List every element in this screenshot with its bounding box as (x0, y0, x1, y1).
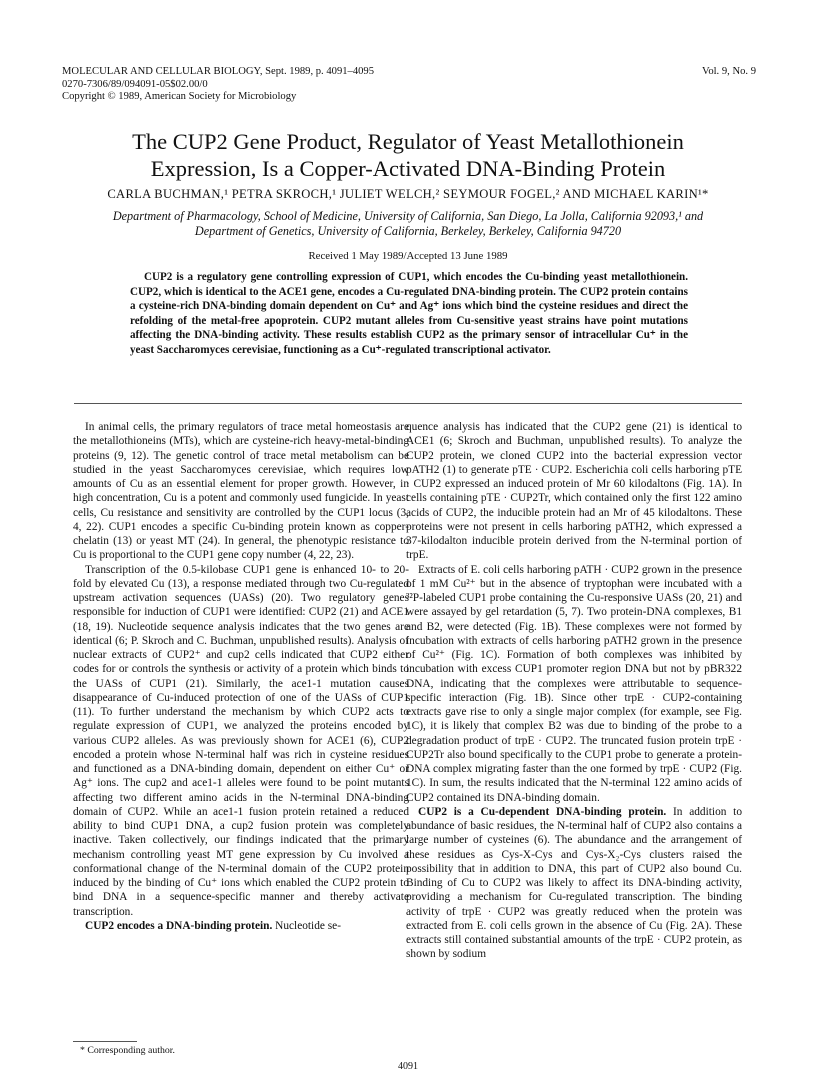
journal-header (62, 66, 374, 104)
left-column (73, 420, 409, 933)
paragraph: Extracts of E. coli cells harboring pATH · CUP2 grown in the presence of 1 mM Cu²⁺ but in the absence of tryptophan were incubated with a ³²P-labeled CUP1 probe containing the Cu-responsive UASs (20, 21) and were assayed by gel retardation (5, 7). Two protein-DNA complexes, B1 and B2, were detected (Fig. 1B). These complexes were not formed by incubation with extracts of cells harboring pATH2 grown in the presence of Cu²⁺ (Fig. 1C). Formation of both complexes was inhibited by incubation with excess CUP1 promoter region DNA but not by pBR322 DNA, indicating that the complexes were attributable to sequence-specific interaction (Fig. 1B). Since other trpE · CUP2-containing extracts gave rise to only a single major complex (for example, see Fig. 1C), it is likely that complex B2 was due to binding of the probe to a degradation product of trpE · CUP2. The truncated fusion protein trpE · CUP2Tr also bound specifically to the CUP1 probe to generate a protein-DNA complex migrating faster than the one formed by trpE · CUP2 (Fig. 1C). In sum, the results indicated that the N-terminal 122 amino acids of CUP2 contained its DNA-binding domain. (406, 563, 742, 804)
page-number: 4091 (398, 1061, 418, 1072)
right-column (406, 420, 742, 962)
paragraph-text: Nucleotide se- (275, 919, 341, 932)
footnote: * Corresponding author. (80, 1045, 175, 1056)
section-heading: CUP2 encodes a DNA-binding protein. (85, 919, 273, 932)
paragraph: In animal cells, the primary regulators of trace metal homeostasis are the metallothioneins (MTs), which are cysteine-rich heavy-metal-binding proteins (9, 12). The genetic control of trace metal metabolism can be studied in the yeast Saccharomyces cerevisiae, which requires low amounts of Cu as an essential element for proper growth. However, in high concentration, Cu is a potent and commonly used fungicide. In yeast cells, Cu resistance and sensitivity are controlled by the CUP1 locus (3, 4, 22). CUP1 encodes a specific Cu-binding protein known as copper-chelatin (13) or yeast MT (24). In general, the phenotypic resistance to Cu is proportional to the CUP1 gene copy number (4, 22, 23). (73, 421, 409, 562)
paragraph: quence analysis has indicated that the CUP2 gene (21) is identical to ACE1 (6; Skroch and Buchman, unpublished results). To analyze the CUP2 protein, we cloned CUP2 into the bacterial expression vector pATH2 (1) to generate pTE · CUP2. Escherichia coli cells harboring pTE · CUP2 expressed an induced protein of Mr 60 kilodaltons (Fig. 1A). In cells containing pTE · CUP2Tr, which contained only the first 122 amino acids of CUP2, the inducible protein had an Mr of 45 kilodaltons. These proteins were not present in cells harboring pATH2, which expressed a 37-kilodalton inducible protein derived from the N-terminal portion of trpE. (406, 421, 742, 562)
journal-line: MOLECULAR AND CELLULAR BIOLOGY, Sept. 1989, p. 4091–4095 (62, 66, 375, 77)
author-list: CARLA BUCHMAN,¹ PETRA SKROCH,¹ JULIET WELCH,² SEYMOUR FOGEL,² AND MICHAEL KARIN¹* (107, 187, 709, 201)
paragraph (73, 919, 409, 933)
abstract: CUP2 is a regulatory gene controlling expression of CUP1, which encodes the Cu-binding yeast metallothionein. CUP2, which is identical to the ACE1 gene, encodes a Cu-regulated DNA-binding protein. The CUP2 protein contains a cysteine-rich DNA-binding domain dependent on Cu⁺ and Ag⁺ ions which bind the cysteine residues and direct the refolding of the metal-free apoprotein. CUP2 mutant alleles from Cu-sensitive yeast strains have point mutations affecting the DNA-binding activity. These results establish CUP2 as the primary sensor of intracellular Cu⁺ in the yeast Saccharomyces cerevisiae, functioning as a Cu⁺-regulated transcriptional activator. (130, 271, 688, 356)
affiliations (50, 209, 766, 239)
volume-issue: Vol. 9, No. 9 (702, 66, 756, 77)
article-title (40, 128, 776, 182)
paragraph-text: In addition to abundance of basic residues, the N-terminal half of CUP2 also contains a large number of cysteines (6). The abundance and the arrangement of these residues as Cys-X-Cys and Cys-X₂-Cys clusters raised the possibility that in addition to DNA, this part of CUP2 also bound Cu. Binding of Cu to CUP2 was likely to affect its DNA-binding activity, providing a mechanism for Cu-regulated transcription. The binding activity of trpE · CUP2 was greatly reduced when the protein was extracted from E. coli cells grown in the absence of Cu (Fig. 2A). These extracts still contained substantial amounts of the trpE · CUP2 protein, as shown by sodium (406, 805, 742, 961)
received-date: Received 1 May 1989/Accepted 13 June 1989 (308, 250, 508, 262)
title-line-1: The CUP2 Gene Product, Regulator of Yeast Metallothionein (132, 129, 684, 154)
paragraph (406, 805, 742, 962)
affiliation-line-1: Department of Pharmacology, School of Medicine, University of California, San Diego, La Jolla, California 92093,¹ and (112, 209, 704, 223)
issn-line: 0270-7306/89/094091-05$02.00/0 (62, 78, 208, 90)
title-line-2: Expression, Is a Copper-Activated DNA-Binding Protein (150, 156, 666, 181)
paragraph: Transcription of the 0.5-kilobase CUP1 gene is enhanced 10- to 20-fold by elevated Cu (13), a response mediated through two Cu-regulated upstream activation sequences (UASs) (20). Two regulatory genes responsible for induction of CUP1 were identified: CUP2 (21) and ACE1 (18, 19). Nucleotide sequence analysis indicates that the two genes are identical (6; P. Skroch and C. Buchman, unpublished results). Analysis of nuclear extracts of CUP2⁺ and cup2 cells indicated that CUP2 either codes for or controls the synthesis or activity of a protein which binds to the UASs of CUP1 (21). Similarly, the ace1-1 mutation causes disappearance of Cu-induced protection of one of the UASs of CUP1 (11). To further understand the mechanism by which CUP2 acts to regulate expression of CUP1, we analyzed the proteins encoded by various CUP2 alleles. As was previously shown for ACE1 (6), CUP2 encoded a protein whose N-terminal half was rich in cysteine residues and functioned as a DNA-binding domain, dependent on either Cu⁺ or Ag⁺ ions. The cup2 and ace1-1 alleles were found to be point mutants affecting two different amino acids in the N-terminal DNA-binding domain of CUP2. While an ace1-1 fusion protein retained a reduced ability to bind CUP1 DNA, a cup2 fusion protein was completely inactive. Taken collectively, our findings indicated that the primary mechanism controlling yeast MT gene expression by Cu involved a conformational change of the N-terminal domain of the CUP2 protein induced by the binding of Cu⁺ ions which enabled the CUP2 protein to bind DNA in a sequence-specific manner and thereby activate transcription. (73, 563, 409, 918)
affiliation-line-2: Department of Genetics, University of California, Berkeley, Berkeley, California 94720 (194, 224, 622, 238)
section-heading: CUP2 is a Cu-dependent DNA-binding protein. (418, 805, 667, 818)
copyright-line: Copyright © 1989, American Society for Microbiology (62, 91, 297, 103)
section-divider (74, 403, 742, 404)
footnote-divider (73, 1041, 137, 1042)
